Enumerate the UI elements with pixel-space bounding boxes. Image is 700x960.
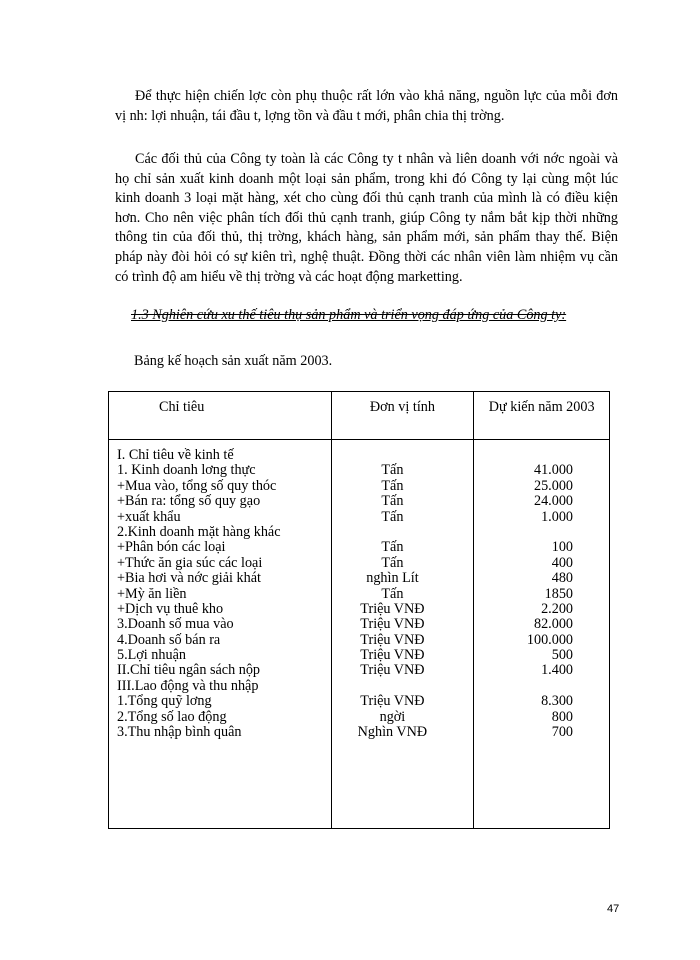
indicator-line: 1. Kinh doanh lơng thực xyxy=(117,462,256,479)
indicator-line: I. Chỉ tiêu về kinh tế xyxy=(117,447,234,463)
unit-line: Nghìn VNĐ xyxy=(357,724,428,741)
unit-line: Tấn xyxy=(381,477,404,494)
forecast-column xyxy=(474,440,610,829)
section-heading: 1.3 Nghiên cứu xu thế tiêu thụ sản phẩm và triển vọng đáp ứng của Công ty: xyxy=(131,307,567,323)
indicator-line: 2.Tổng số lao động xyxy=(117,708,227,725)
unit-line: nghìn Lít xyxy=(366,570,419,587)
forecast-line: 100 xyxy=(551,539,573,556)
forecast-line: 8.300 xyxy=(541,693,573,710)
forecast-line: 500 xyxy=(551,647,573,664)
forecast-line xyxy=(474,525,609,540)
page-number: 47 xyxy=(607,903,620,915)
forecast-line: 400 xyxy=(551,554,573,571)
unit-line xyxy=(332,679,474,694)
forecast-line xyxy=(474,679,609,694)
forecast-line: 1.000 xyxy=(541,508,573,525)
unit-line xyxy=(332,448,474,463)
unit-line: Tấn xyxy=(381,508,404,525)
indicator-line: +Mỳ ăn liền xyxy=(117,585,187,602)
indicator-line: 2.Kinh doanh mặt hàng khác xyxy=(117,523,281,540)
indicator-column xyxy=(109,440,332,829)
paragraph-1: Để thực hiện chiến lợc còn phụ thuộc rất lớn vào khả năng, nguồn lực của mỗi đơn vị nh: lợi nhuận, tái đầu t, lợng tồn và đầu t mới, phân chia thị trờng. xyxy=(115,88,618,124)
unit-line: Triệu VNĐ xyxy=(360,600,425,617)
indicator-line: +Bia hơi và nớc giải khát xyxy=(117,570,261,587)
unit-line: Tấn xyxy=(381,539,404,556)
unit-column xyxy=(331,440,474,829)
indicator-line: +Thức ăn gia súc các loại xyxy=(117,554,263,571)
header-unit: Đơn vị tính xyxy=(331,392,474,440)
unit-line: Triệu VNĐ xyxy=(360,647,425,664)
unit-line: Tấn xyxy=(381,554,404,571)
unit-line: Tấn xyxy=(381,493,404,510)
forecast-line: 25.000 xyxy=(533,477,573,494)
indicator-line: II.Chỉ tiêu ngân sách nộp xyxy=(117,662,261,679)
indicator-line: +xuất khẩu xyxy=(117,508,181,525)
forecast-line: 800 xyxy=(551,708,573,725)
forecast-line: 480 xyxy=(551,570,573,587)
paragraph-2: Các đối thủ của Công ty toàn là các Công ty t nhân và liên doanh với nớc ngoài và họ chỉ sản xuất kinh doanh một loại sản phẩm, trong khi đó Công ty lại cùng một lúc kinh doanh 3 loại mặt hàng, xét cho cùng đối thủ cạnh tranh của mình là có điều kiện hơn. Cho nên việc phân tích đối thủ cạnh tranh, giúp Công ty nắm bắt kịp thời những thông tin của đối thủ, thị trờng, khách hàng, sản phẩm mới, sản phẩm thay thế. Biện pháp này đòi hỏi có sự kiên trì, nghệ thuật. Đồng thời các nhân viên làm nhiệm vụ cần có trình độ am hiểu về thị trờng và các hoạt động marketting. xyxy=(115,151,618,285)
unit-line: Tấn xyxy=(381,462,404,479)
header-indicator: Chỉ tiêu xyxy=(109,392,332,440)
forecast-line: 2.200 xyxy=(541,600,573,617)
forecast-line xyxy=(474,448,609,463)
indicator-line: III.Lao động và thu nhập xyxy=(117,677,259,694)
unit-line: Triệu VNĐ xyxy=(360,616,425,633)
unit-line: Tấn xyxy=(381,585,404,602)
indicator-line: 4.Doanh số bán ra xyxy=(117,631,221,648)
unit-line: Triệu VNĐ xyxy=(360,662,425,679)
forecast-line: 700 xyxy=(551,724,573,741)
forecast-line: 100.000 xyxy=(526,631,573,648)
indicator-line: 3.Doanh số mua vào xyxy=(117,616,234,633)
table-body-row xyxy=(109,440,610,829)
forecast-line: 41.000 xyxy=(533,462,573,479)
forecast-line: 82.000 xyxy=(533,616,573,633)
indicator-line: 3.Thu nhập bình quân xyxy=(117,724,242,741)
unit-line xyxy=(332,525,474,540)
production-plan-table xyxy=(108,391,610,829)
indicator-line: +Dịch vụ thuê kho xyxy=(117,600,224,617)
indicator-line: +Phân bón các loại xyxy=(117,539,226,556)
table-header-row xyxy=(109,392,610,440)
indicator-line: 5.Lợi nhuận xyxy=(117,647,186,664)
unit-line: Triệu VNĐ xyxy=(360,693,425,710)
indicator-line: 1.Tổng quỹ lơng xyxy=(117,693,212,710)
unit-line: Triệu VNĐ xyxy=(360,631,425,648)
table-caption: Bảng kế hoạch sản xuất năm 2003. xyxy=(134,353,333,369)
forecast-line: 1.400 xyxy=(541,662,573,679)
forecast-line: 24.000 xyxy=(533,493,573,510)
forecast-line: 1850 xyxy=(544,585,573,602)
indicator-line: +Mua vào, tổng số quy thóc xyxy=(117,477,277,494)
indicator-line: +Bán ra: tổng số quy gạo xyxy=(117,493,261,510)
unit-line: ngời xyxy=(379,708,406,725)
header-forecast: Dự kiến năm 2003 xyxy=(474,392,610,440)
